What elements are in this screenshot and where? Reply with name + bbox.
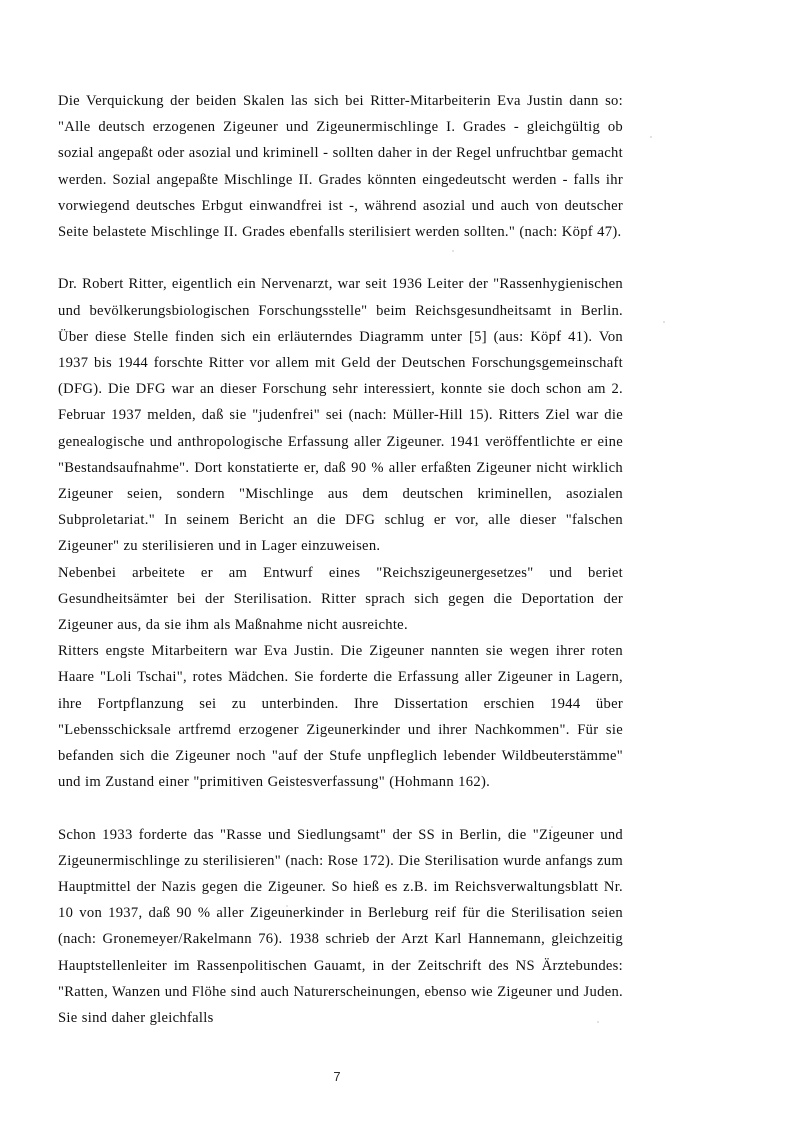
- paragraph-5: Schon 1933 forderte das "Rasse und Siedlungsamt" der SS in Berlin, die "Zigeuner und Zigeunermischlinge zu sterilisieren" (nach: Rose 172). Die Sterilisation wurde anfangs zum Hauptmittel der Nazis gegen die Zigeuner. So hieß es z.B. im Reichsverwaltungsblatt Nr. 10 von 1937, daß 90 % aller Zigeunerkinder in Berleburg reif für die Sterilisation seien (nach: Gronemeyer/Rakelmann 76). 1938 schrieb der Arzt Karl Hannemann, gleichzeitig Hauptstellenleiter im Rassenpolitischen Gauamt, in der Zeitschrift des NS Ärztebundes: "Ratten, Wanzen und Flöhe sind auch Naturerscheinungen, ebenso wie Zigeuner und Juden. Sie sind daher gleichfalls: [58, 826, 623, 1027]
- page-number: 7: [333, 1069, 341, 1084]
- paragraph-2: Dr. Robert Ritter, eigentlich ein Nervenarzt, war seit 1936 Leiter der "Rassenhygienischen und bevölkerungsbiologischen Forschungsstelle" beim Reichsgesundheitsamt in Berlin. Über diese Stelle finden sich ein erläuterndes Diagramm unter [5] (aus: Köpf 41). Von 1937 bis 1944 forschte Ritter vor allem mit Geld der Deutschen Forschungsgemeinschaft (DFG). Die DFG war an dieser Forschung sehr interessiert, konnte sie doch schon am 2. Februar 1937 melden, daß sie "judenfrei" sei (nach: Müller-Hill 15). Ritters Ziel war die genealogische und anthropologische Erfassung aller Zigeuner. 1941 veröffentlichte er eine "Bestandsaufnahme". Dort konstatierte er, daß 90 % aller erfaßten Zigeuner nicht wirklich Zigeuner seien, sondern "Mischlinge aus dem deutschen kriminellen, asozialen Subproletariat." In seinem Bericht an die DFG schlug er vor, alle dieser "falschen Zigeuner" zu sterilisieren und in Lager einzuweisen.: [58, 276, 623, 555]
- paragraph-1: Die Verquickung der beiden Skalen las sich bei Ritter-Mitarbeiterin Eva Justin dann so: "Alle deutsch erzogenen Zigeuner und Zigeunermischlinge I. Grades - gleichgültig ob sozial angepaßt oder asozial und kriminell - sollten daher in der Regel unfruchtbar gemacht werden. Sozial angepaßte Mischlinge II. Grades könnten eingedeutscht werden - falls ihr vorwiegend deutsches Erbgut einwandfrei ist -, während asozial und auch von deutscher Seite belastete Mischlinge II. Grades ebenfalls sterilisiert werden sollten." (nach: Köpf 47).: [58, 93, 623, 241]
- paragraph-4: Ritters engste Mitarbeitern war Eva Justin. Die Zigeuner nannten sie wegen ihrer roten Haare "Loli Tschai", rotes Mädchen. Sie forderte die Erfassung aller Zigeuner in Lagern, ihre Fortpflanzung sei zu unterbinden. Ihre Dissertation erschien 1944 über "Lebensschicksale artfremd erzogener Zigeunerkinder und ihrer Nachkommen". Für sie befanden sich die Zigeuner noch "auf der Stufe unpfleglich lebender Wildbeuterstämme" und im Zustand einer "primitiven Geistesverfassung" (Hohmann 162).: [58, 643, 623, 791]
- scan-speck: [650, 136, 652, 138]
- body-text-column: [58, 88, 623, 1031]
- scan-speck: [663, 321, 665, 323]
- paragraph-3: Nebenbei arbeitete er am Entwurf eines "Reichszigeunergesetzes" und beriet Gesundheitsämter bei der Sterilisation. Ritter sprach sich gegen die Deportation der Zigeuner aus, da sie ihm als Maßnahme nicht ausreichte.: [58, 564, 623, 634]
